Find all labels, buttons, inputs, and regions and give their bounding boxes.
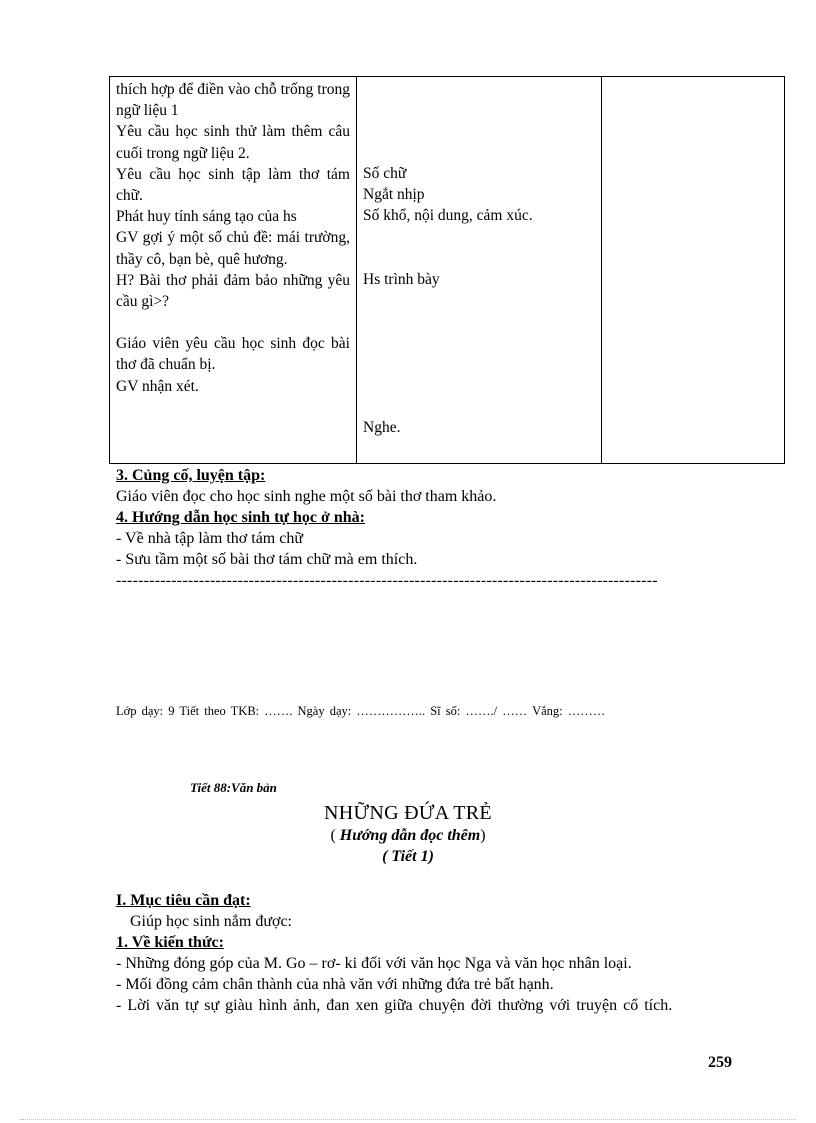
subtitle-close: ) (480, 827, 486, 844)
table-line: H? Bài thơ phải đảm bảo những yêu cầu gì>? (116, 271, 350, 311)
subtitle-open: ( (330, 827, 340, 844)
lesson-table (109, 76, 785, 464)
section-4-heading: 4. Hướng dẫn học sinh tự học ở nhà: (116, 509, 365, 526)
page-title: NHỮNG ĐỨA TRẺ (324, 802, 492, 824)
spacer (363, 79, 595, 163)
footer-rule (20, 1119, 796, 1120)
table-line: Phát huy tính sáng tạo của hs (116, 208, 297, 226)
lesson-label: Tiết 88:Văn bản (190, 780, 277, 795)
notes-cell (602, 77, 785, 464)
section-4-item: - Về nhà tập làm thơ tám chữ (116, 530, 304, 547)
separator-line: -------------------------------------------------------------------------------------------------- (116, 572, 658, 589)
table-line: Yêu cầu học sinh thử làm thêm câu cuối trong ngữ liệu 2. (116, 123, 350, 162)
spacer (116, 312, 350, 333)
table-line: Số khổ, nội dung, cảm xúc. (363, 207, 533, 225)
section-4-item: - Sưu tầm một số bài thơ tám chữ mà em thích. (116, 551, 418, 568)
spacer (363, 290, 595, 417)
section-3-heading: 3. Củng cố, luyện tập: (116, 467, 266, 484)
section-3 (116, 465, 496, 570)
spacer (363, 227, 595, 269)
student-activity-cell (357, 77, 602, 464)
knowledge-item: - Mối đồng cảm chân thành của nhà văn với những đứa trẻ bất hạnh. (116, 976, 554, 993)
table-line: GV gợi ý một số chủ đề: mái trường, thầy cô, bạn bè, quê hương. (116, 229, 350, 268)
table-line: Yêu cầu học sinh tập làm thơ tám chữ. (116, 165, 350, 205)
objectives-heading: I. Mục tiêu cần đạt: (116, 892, 251, 909)
section-3-text: Giáo viên đọc cho học sinh nghe một số bài thơ tham khảo. (116, 488, 497, 505)
objectives-section (116, 890, 736, 1016)
subtitle-period: ( Tiết 1) (382, 848, 434, 865)
objectives-intro: Giúp học sinh nắm được: (130, 913, 292, 930)
subtitle (0, 827, 816, 845)
subtitle-text: Hướng dẫn đọc thêm (339, 827, 481, 844)
knowledge-item: - Lời văn tự sự giàu hình ảnh, đan xen giữa chuyện đời thường với truyện cổ tích. (116, 997, 673, 1014)
table-line: GV nhận xét. (116, 377, 199, 395)
teacher-activity-cell (110, 77, 357, 464)
table-line: Số chữ (363, 165, 407, 182)
table-line: Ngắt nhịp (363, 186, 425, 204)
table-row (110, 77, 785, 464)
table-line: Nghe. (363, 418, 401, 436)
knowledge-item: - Những đóng góp của M. Go – rơ- ki đối với văn học Nga và văn học nhân loại. (116, 955, 632, 972)
table-line: Hs trình bày (363, 270, 440, 288)
lesson-info: Lớp dạy: 9 Tiết theo TKB: ……. Ngày dạy: …………….. Sĩ số: ……./ …… Vắng: ……… (116, 704, 606, 718)
table-line: Giáo viên yêu cầu học sinh đọc bài thơ đã chuẩn bị. (116, 335, 350, 374)
table-line: thích hợp để điền vào chỗ trống trong ngữ liệu 1 (116, 81, 350, 120)
knowledge-heading: 1. Về kiến thức: (116, 934, 224, 951)
page-number: 259 (708, 1054, 732, 1071)
